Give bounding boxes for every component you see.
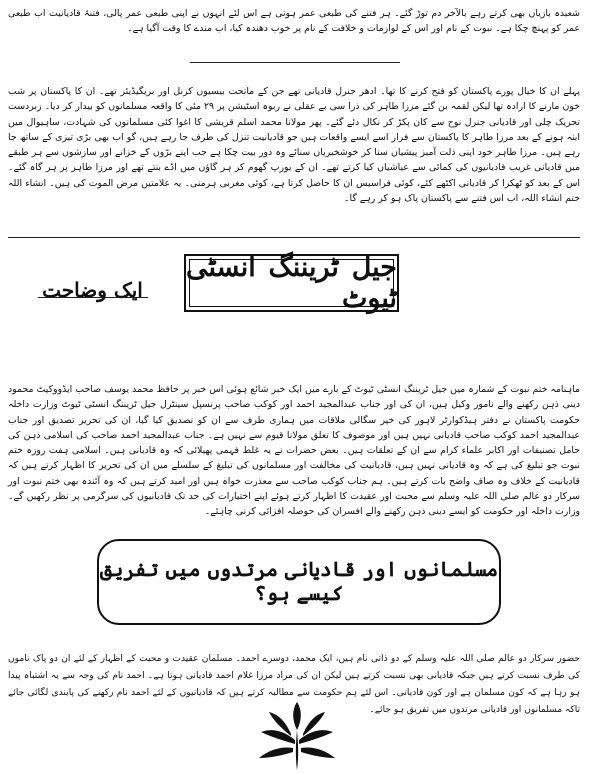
main-title-box — [184, 254, 399, 312]
intro-paragraph: شعبدہ بازیاں بھی کرتے رہے بالآخر دم توڑ گئے۔ ہر فتنے کی طبعی عمر ہوتی ہے اس لئے انہوں نے اپنی طبعی عمر پالی، فتنۂ قادیانیت اب طبعی عمر کو پہنچ چکا ہے۔ نبوت کے نام اور اس کے لوازمات و خلافت کے نام پر خوب دھندہ کیا، اب مندے کا وقت آگیا ہے۔ — [8, 8, 580, 35]
clarification-paragraph: ماہنامہ ختم نبوت کے شمارہ میں جیل ٹریننگ انسٹی ٹیوٹ کے بارے میں ایک خبر شائع ہوئی اس خبر پر حافظ محمد یوسف صاحب ایڈووکیٹ محمود دینی ذہن رکھنے والے نامور وکیل ہیں، ان کی اور جناب عبدالمجید احمد اور کوکب صاحب پرنسپل سینٹرل جیل ٹریننگ انسٹی ٹیوٹ وزارت داخلہ حکومت پاکستان نے دفتر ہیڈکوارٹر لاہور کی خیر سگالی ملاقات میں ہماری طرف سے ان کو تصدیق کیا گیا، ان کی تحریر تصدیق اور جناب عبدالمجید احمد کوکب صاحب قادیانی نہیں ہیں اور موصوف کا تعلق مولانا قیوم سے نہیں ہے۔ جناب عبدالمجید احمد صاحب کی اسلامی ذہن کی حامل تصنیفات اور اکابر علماء کرام سے ان کے تعلقات ہیں۔ بعض حضرات نے یہ غلط فہمی پھیلائی کہ وہ قادیانی ہیں۔ اسلامی ہفت روزہ ختم نبوت جو تبلیغ کی ہے کہ وہ قادیانی نہیں ہیں، قادیانیت کی مخالفت اور مسلمانوں کی تبلیغ کے سلسلے میں ان کی تحریر کا اظہار کرتے ہیں کہ قادیانیت کے خلاف وہ صاف واضح بات کرتے ہیں۔ ہم جناب کوکب صاحب سے معذرت خواہ ہیں اور امید کرتے ہیں کہ وہ آئندہ بھی ختم نبوت اور سرکار دو عالم صلی اللہ علیہ وسلم سے محبت اور عقیدت کا اظہار کرتے ہوئے اپنے اختیارات کی حد تک قادیانیوں کی سرگرمی پر نظر رکھیں گے۔ وزارت داخلہ اور حکومت کو ایسے دینی ذہن رکھنے والے افسران کی حوصلہ افزائی کرنی چاہئے۔ — [8, 384, 580, 518]
section-divider-top — [190, 62, 400, 63]
section-divider-middle — [8, 237, 580, 238]
closing-paragraph: حضور سرکار دو عالم صلی اللہ علیہ وسلم کے دو ذاتی نام ہیں، ایک محمد، دوسرے احمد۔ مسلمان عقیدت و محبت کے اظہار کے لئے ان دو پاک ناموں کی طرف نسبت کرتے ہیں جبکہ قادیانی بھی نسبت کرتے ہیں لیکن ان کی مراد مرزا غلام احمد قادیانی ہوتا ہے۔ احمد نام کی وجہ سے یہ اشتباہ پیدا ہو رہا ہے کہ کون مسلمان ہے اور کون قادیانی۔ اس لئے ہم حکومت سے مطالبہ کرتے ہیں کہ قادیانیوں کے لئے احمد نام رکھنے کی پابندی لگائی جائے تاکہ مسلمانوں اور قادیانی مرتدوں میں تفریق ہو جائے۔ — [8, 654, 580, 715]
question-box — [97, 539, 501, 625]
article-paragraph: پہلے ان کا خیال پورے پاکستان کو فتح کرنے کا تھا۔ ادھر جنرل قادیانی تھے جن کے ماتحت بیسیوں کرنل اور بریگیڈیئر تھے۔ ان کا پاکستان پر شب خون مارنے کا ارادہ تھا لیکن لقمہ بن گئے مرزا طاہر کی ذرا سی بے عقلی نے ربوہ اسٹیشن پر ۲۹ مئی کا واقعہ مسلمانوں کو بیدار کر دیا۔ زبردست تحریک چلی اور قادیانی جنرل نوح سے کان پکڑ کر نکال دئے گئے۔ پھر مولانا محمد اسلم قریشی کا اغوا کئی مسلمانوں کی شہادت، ساہیوال میں ابنہ ہونے کے بعد مرزا طاہر کا پاکستان سے فرار اسے ایسے واقعات ہیں جو قادیانیت تنزل کی طرف جا رہے ہیں، گو اب بھی بڑی تیزی کے ساتھ جا رہے ہیں۔ مرزا طاہر خود اپنی ذلت آمیز پیشیاں سنا کر خوشخبریاں سنائے وہ دور بیت چکا ہے جب اپنے بڑوں کے خزانے اور سازشوں سے ہر طبقے میں قادیانی غریب قادیانیوں کی کمائی سے عیاشیاں کیا کرتے تھے۔ ان کے یورپ گھوم کر ہر گاؤں میں اڈے بنتے تھے اور مرزا طاہر پر ہر گاہ گئے۔ اس کے بعد کو ٹھکرا کر قادیانی اکٹھے کئے، کوئی فراسیس ان کا حاصل کرتا ہے، کوئی مغربی ہرمنی۔ یہ علامتیں مرض الموت کی ہیں۔ انشاء اللہ ختم انشاء اللہ، اب اس فتنے سے پاکستان پاک ہو کر رہے گا۔ — [8, 86, 580, 205]
side-title: ایک وضاحت — [42, 278, 143, 302]
floral-ornament-icon — [255, 700, 340, 772]
main-title: جیل ٹریننگ انسٹی ٹیوٹ — [186, 252, 397, 314]
question-title: مسلمانوں اور قادیانی مرتدوں میں تفریق کیسے ہو؟ — [99, 557, 499, 605]
side-title-underline — [38, 297, 148, 298]
